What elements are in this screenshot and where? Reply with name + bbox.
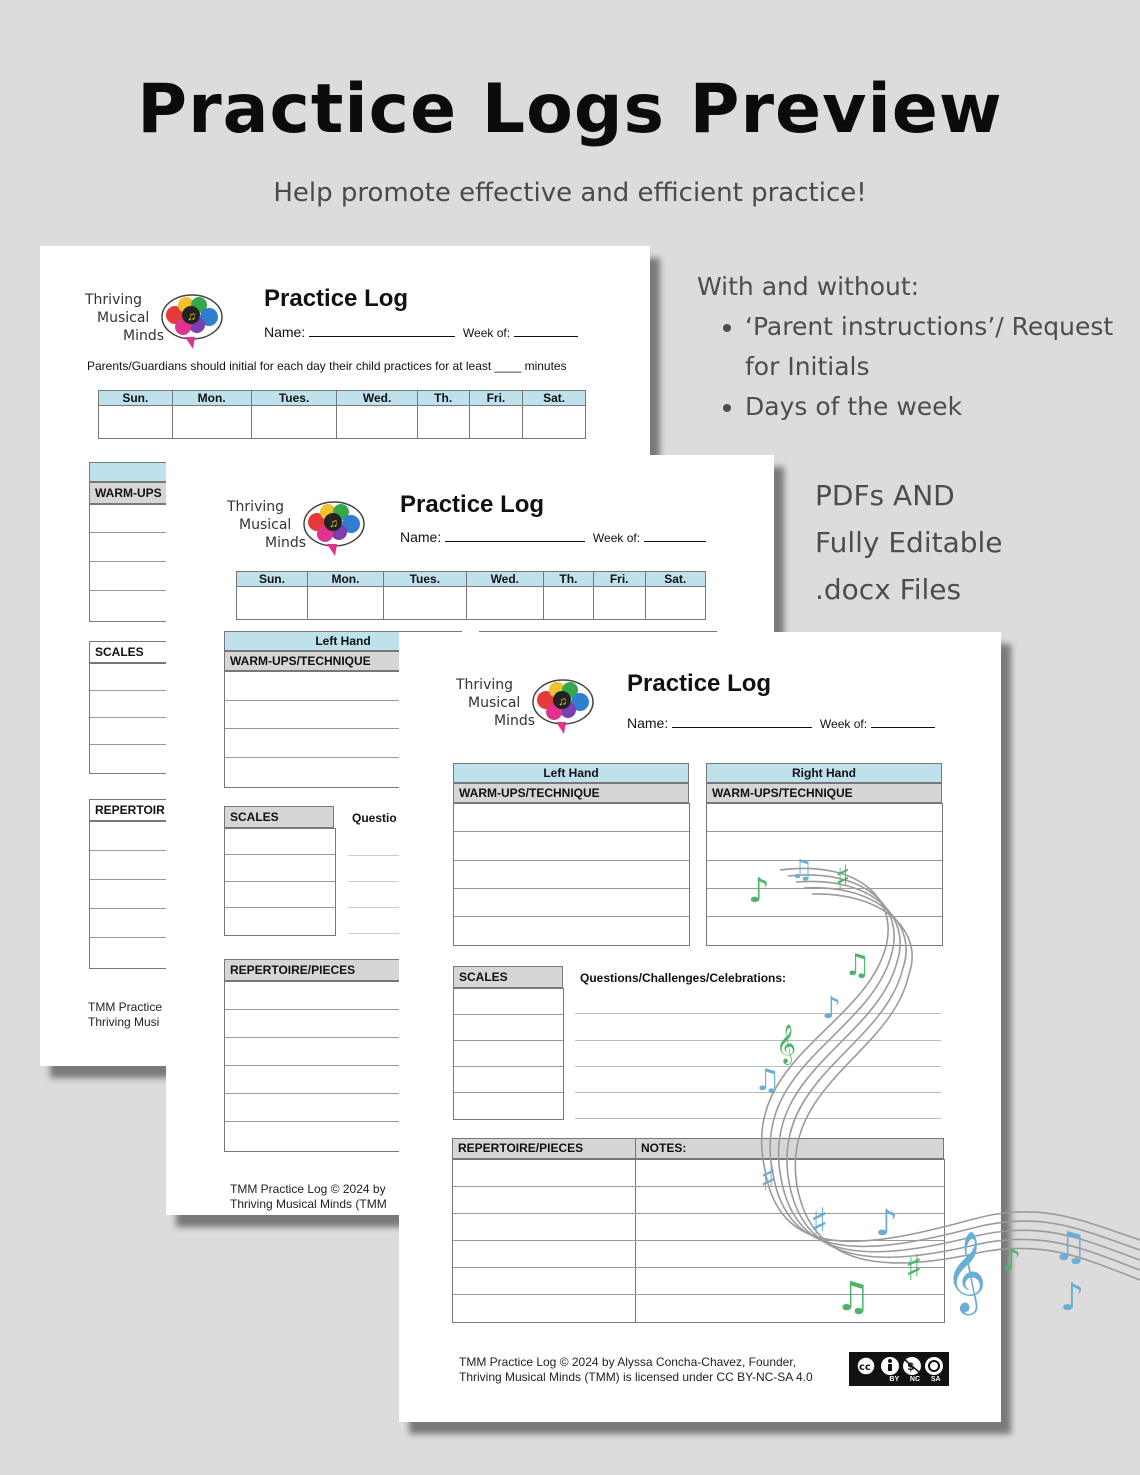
name-week-line <box>627 715 935 731</box>
footer-line: Thriving Musical Minds (TMM) is licensed under CC BY-NC-SA 4.0 <box>459 1370 813 1384</box>
sharp-icon: ♯ <box>760 1159 777 1199</box>
day-header: Mon. <box>172 391 251 406</box>
initial-cell[interactable] <box>99 406 173 439</box>
svg-text:♫: ♫ <box>187 309 196 323</box>
days-table <box>236 571 706 620</box>
music-staff-decoration <box>740 840 1140 1360</box>
format-line: Fully Editable <box>815 526 1003 559</box>
day-header: Th. <box>417 391 469 406</box>
footer-line: TMM Practice Log © 2024 by <box>230 1182 386 1196</box>
practice-log-title: Practice Log <box>264 285 409 312</box>
day-cell[interactable] <box>466 587 543 620</box>
scales-box <box>453 988 564 1120</box>
beamed-notes-icon: ♫ <box>790 855 814 885</box>
logo-text: Thriving <box>227 499 285 515</box>
eighth-note-icon: ♪ <box>822 991 842 1026</box>
eighth-note-icon: ♪ <box>748 871 770 911</box>
logo-text: Musical <box>468 695 521 711</box>
day-cell[interactable] <box>543 587 593 620</box>
day-header: Sat. <box>645 572 705 587</box>
initial-cell[interactable] <box>523 406 586 439</box>
logo-text: Minds <box>123 328 165 344</box>
svg-text:$: $ <box>907 1360 915 1373</box>
warmups-header: WARM-UPS/TECHNIQUE <box>224 651 462 671</box>
day-header: Fri. <box>593 572 645 587</box>
beamed-notes-icon: ♫ <box>844 948 871 983</box>
initial-cell[interactable] <box>337 406 417 439</box>
scales-header: SCALES <box>224 806 334 828</box>
day-cell[interactable] <box>307 587 383 620</box>
name-label: Name: <box>264 324 306 340</box>
cc-by-label: BY <box>889 1376 900 1383</box>
initial-cell[interactable] <box>417 406 469 439</box>
day-header: Sat. <box>523 391 586 406</box>
brain-music-icon <box>301 498 367 558</box>
initial-cell[interactable] <box>469 406 523 439</box>
day-header: Sun. <box>99 391 173 406</box>
footer-line: Thriving Musical Minds (TMM <box>230 1197 387 1211</box>
warmups-box-left <box>453 803 690 946</box>
day-header: Wed. <box>466 572 543 587</box>
license-footer <box>88 1000 162 1030</box>
scales-box <box>224 828 336 936</box>
sharp-icon: ♯ <box>835 858 851 896</box>
name-week-line <box>400 529 706 545</box>
day-cell[interactable] <box>645 587 705 620</box>
svg-text:♫: ♫ <box>558 694 567 708</box>
day-header: Wed. <box>337 391 417 406</box>
music-notes <box>748 855 1088 1320</box>
scales-header: SCALES <box>453 966 563 988</box>
practice-log-title: Practice Log <box>627 670 772 697</box>
warmups-header-left: WARM-UPS/TECHNIQUE <box>453 783 689 803</box>
week-label: Week of: <box>819 717 868 731</box>
parent-instruction: Parents/Guardians should initial for each day their child practices for at least ____ minutes <box>87 359 567 373</box>
notes-header: NOTES: <box>635 1138 944 1159</box>
day-header: Fri. <box>469 391 523 406</box>
beamed-notes-icon: ♫ <box>754 1063 781 1098</box>
repertoire-header: REPERTOIRE/PIECES <box>224 959 462 981</box>
cc-nc-label: NC <box>909 1376 921 1383</box>
treble-clef-icon: 𝄞 <box>776 1024 797 1064</box>
tmm-logo <box>85 291 230 353</box>
eighth-note-icon: ♪ <box>1060 1275 1085 1319</box>
name-label: Name: <box>627 715 669 731</box>
logo-text: Thriving <box>85 292 143 308</box>
repertoire-header: REPERTOIRE/PIECES <box>452 1138 636 1159</box>
initial-cell[interactable] <box>172 406 251 439</box>
logo-text: Musical <box>97 310 150 326</box>
right-hand-header: Right Hand <box>706 763 942 783</box>
scales-header: SCALES <box>89 641 209 663</box>
name-label: Name: <box>400 529 442 545</box>
questions-label: Questions/Challenges/Celebrations: <box>580 971 787 985</box>
svg-text:cc: cc <box>859 1362 871 1373</box>
logo-text: Musical <box>239 517 292 533</box>
day-header: Tues. <box>251 391 337 406</box>
logo-text: Minds <box>494 713 536 729</box>
week-label: Week of: <box>592 531 641 545</box>
warmups-header-right: WARM-UPS/TECHNIQUE <box>706 783 942 803</box>
footer-line: TMM Practice Log © 2024 by Alyssa Concha-Chavez, Founder, <box>459 1355 797 1369</box>
day-cell[interactable] <box>593 587 645 620</box>
format-line: .docx Files <box>815 573 962 606</box>
logo-text: Minds <box>265 535 307 551</box>
license-footer <box>230 1182 387 1212</box>
brain-music-icon <box>530 676 596 736</box>
beamed-notes-icon: ♫ <box>835 1274 871 1320</box>
day-header: Tues. <box>384 572 467 587</box>
page-headline: Practice Logs Preview <box>137 70 1003 149</box>
format-line: PDFs AND <box>815 479 955 512</box>
features-intro: With and without: <box>697 272 920 301</box>
feature-bullet: • Days of the week <box>745 387 1117 427</box>
cc-sa-label: SA <box>930 1376 941 1383</box>
tmm-logo <box>227 498 372 560</box>
repertoire-header: REPERTOIR <box>89 799 209 821</box>
week-label: Week of: <box>462 326 511 340</box>
brain-music-icon <box>159 291 225 351</box>
day-header: Sun. <box>237 572 308 587</box>
day-cell[interactable] <box>384 587 467 620</box>
questions-label: Questio <box>352 811 397 825</box>
initial-cell[interactable] <box>251 406 337 439</box>
treble-clef-icon: 𝄞 <box>945 1230 987 1312</box>
sharp-icon: ♯ <box>810 1200 829 1244</box>
name-week-line <box>264 324 578 340</box>
day-header: Th. <box>543 572 593 587</box>
footer-line: TMM Practice <box>88 1000 163 1014</box>
footer-line: Thriving Musi <box>88 1015 160 1029</box>
feature-bullet: • ‘Parent instructions’/ Request for Initials <box>745 307 1117 387</box>
svg-text:♫: ♫ <box>329 516 338 530</box>
formats-note <box>815 472 1115 613</box>
tmm-logo <box>456 676 601 738</box>
sharp-icon: ♯ <box>905 1248 923 1289</box>
practice-log-title: Practice Log <box>400 491 545 518</box>
warmups-header: WARM-UPS <box>89 482 209 504</box>
page-subtitle: Help promote effective and efficient practice! <box>273 178 867 208</box>
left-hand-header: Left Hand <box>453 763 689 783</box>
left-hand-header: Left Hand <box>224 631 462 651</box>
features-list <box>697 272 1117 427</box>
beamed-notes-icon: ♫ <box>1052 1224 1088 1270</box>
day-header: Mon. <box>307 572 383 587</box>
eighth-note-icon: ♪ <box>1002 1243 1022 1278</box>
eighth-note-icon: ♪ <box>875 1203 898 1244</box>
days-table <box>98 390 586 439</box>
logo-text: Thriving <box>456 677 514 693</box>
day-cell[interactable] <box>237 587 308 620</box>
